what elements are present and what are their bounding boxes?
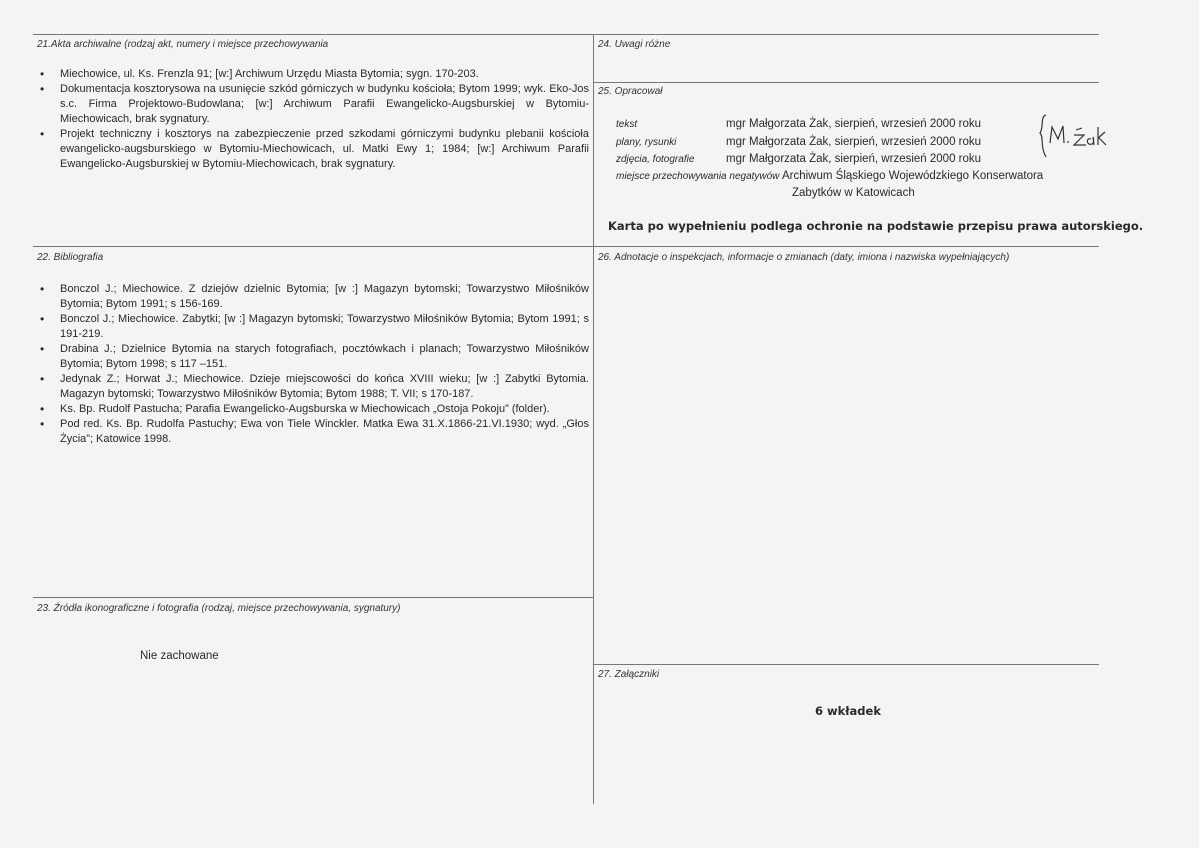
section-26-title: 26. Adnotacje o inspekcjach, informacje o zmianach (daty, imiona i nazwiska wypełniających)	[598, 252, 1010, 263]
signature-icon	[1036, 113, 1111, 161]
list-item: • Bonczol J.; Miechowice. Z dziejów dzielnic Bytomia; [w :] Magazyn bytomski; Towarzystwo Miłośników Bytomia; Bytom 1991; s 156-169.	[37, 282, 589, 312]
divider-22-23	[33, 597, 593, 598]
row-value: mgr Małgorzata Żak, sierpień, wrzesień 2000 roku	[726, 136, 982, 148]
section-25-title: 25. Opracował	[598, 86, 663, 97]
section-23-title: 23. Źródła ikonograficzne i fotografia (rodzaj, miejsce przechowywania, sygnatury)	[37, 603, 401, 614]
section-21-list	[37, 67, 589, 172]
row-value: mgr Małgorzata Żak, sierpień, wrzesień 2000 roku	[726, 153, 982, 165]
section-23-value: Nie zachowane	[140, 650, 219, 662]
copyright-note: Karta po wypełnieniu podlega ochronie na podstawie przepisu prawa autorskiego.	[608, 219, 1144, 233]
negatives-value-1: Archiwum Śląskiego Wojewódzkiego Konserwatora	[781, 170, 1044, 182]
negatives-value-2: Zabytków w Katowicach	[792, 187, 915, 199]
section-21-title: 21.Akta archiwalne (rodzaj akt, numery i miejsce przechowywania	[37, 39, 329, 50]
row-value: mgr Małgorzata Żak, sierpień, wrzesień 2000 roku	[726, 118, 982, 130]
list-item: • Pod red. Ks. Bp. Rudolfa Pastuchy; Ewa von Tiele Winckler. Matka Ewa 31.X.1866-21.VI.1930; wyd. „Głos Życia”; Katowice 1998.	[37, 417, 589, 447]
list-item: • Dokumentacja kosztorysowa na usunięcie szkód górniczych w budynku kościoła; Bytom 1999; wyk. Eko-Jos s.c. Firma Projektowo-Budowlana; [w:] Archiwum Parafii Ewangelicko-Augsburskiej w Bytomiu-Miechowicach, brak sygnatury.	[37, 82, 589, 127]
row-label: tekst	[616, 119, 638, 130]
author-row-photos	[616, 153, 981, 165]
author-row-plans	[616, 136, 981, 148]
negatives-label: miejsce przechowywania negatywów	[616, 171, 780, 182]
divider-26-27	[593, 664, 1099, 665]
section-27-value: 6 wkładek	[815, 704, 881, 718]
divider-21-22	[33, 246, 1099, 247]
row-label: plany, rysunki	[616, 137, 677, 148]
center-divider	[593, 34, 594, 804]
list-item: • Ks. Bp. Rudolf Pastucha; Parafia Ewangelicko-Augsburska w Miechowicach „Ostoja Pokoju” (folder).	[37, 402, 589, 417]
author-row-text	[616, 118, 981, 130]
row-label: zdjęcia, fotografie	[616, 154, 695, 165]
list-item: • Projekt techniczny i kosztorys na zabezpieczenie przed szkodami górniczymi budynku plebanii kościoła ewangelicko-augsburskiego w Bytomiu-Miechowicach, ul. Matki Ewy 1; 1984; [w:] Archiwum Parafii Ewangelicko-Augsburskiej w Bytomiu-Miechowicach, brak sygnatury.	[37, 127, 589, 172]
list-item: • Jedynak Z.; Horwat J.; Miechowice. Dzieje miejscowości do końca XVIII wieku; [w :] Zabytki Bytomia. Magazyn bytomski; Towarzystwo Miłośników Bytomia; Bytom 1988; T. VII; s 170-187.	[37, 372, 589, 402]
list-item: • Miechowice, ul. Ks. Frenzla 91; [w:] Archiwum Urzędu Miasta Bytomia; sygn. 170-203.	[37, 67, 589, 82]
section-22-list	[37, 282, 589, 447]
list-item: • Drabina J.; Dzielnice Bytomia na starych fotografiach, pocztówkach i planach; Towarzystwo Miłośników Bytomia; Bytom 1998; s 117 –151.	[37, 342, 589, 372]
section-27-title: 27. Załączniki	[598, 669, 660, 680]
list-item: • Bonczol J.; Miechowice. Zabytki; [w :] Magazyn bytomski; Towarzystwo Miłośników Bytomia; Bytom 1991; s 191-219.	[37, 312, 589, 342]
divider-24-25	[593, 82, 1099, 83]
section-24-title: 24. Uwagi różne	[598, 39, 671, 50]
section-22-title: 22. Bibliografia	[37, 252, 104, 263]
top-border	[33, 34, 1099, 35]
negatives-row	[616, 170, 1043, 182]
